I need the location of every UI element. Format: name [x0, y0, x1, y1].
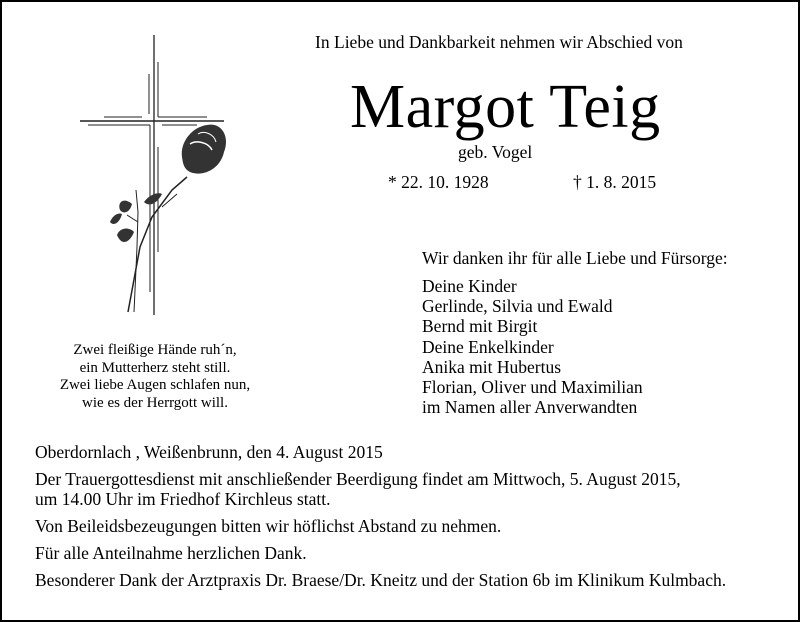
poem — [35, 342, 275, 412]
deceased-name: Margot Teig — [350, 73, 661, 141]
footer-text — [35, 443, 726, 598]
family-line: Deine Kinder — [422, 276, 517, 296]
family-line: Anika mit Hubertus — [422, 356, 562, 377]
intro-line: In Liebe und Dankbarkeit nehmen wir Abschied von — [315, 32, 683, 52]
place-date: Oberdornlach , Weißenbrunn, den 4. August 2015 — [35, 442, 383, 462]
maiden-name: geb. Vogel — [458, 142, 533, 162]
thanks-heading: Wir danken ihr für alle Liebe und Fürsorge: — [422, 248, 728, 268]
family-line: im Namen aller Anverwandten — [422, 397, 638, 418]
cross-with-rose-icon — [62, 22, 262, 322]
service-info — [35, 470, 726, 509]
family-line: Gerlinde, Silvia und Ewald — [422, 296, 613, 317]
family-line: Florian, Oliver und Maximilian — [422, 377, 643, 398]
family-list — [422, 276, 643, 417]
poem-line: wie es der Herrgott will. — [82, 394, 228, 411]
poem-line: Zwei liebe Augen schlafen nun, — [59, 377, 251, 393]
death-date: † 1. 8. 2015 — [573, 172, 657, 192]
condolence-note: Von Beileidsbezeugungen bitten wir höflichst Abstand zu nehmen. — [35, 515, 502, 536]
service-line-2: um 14.00 Uhr im Friedhof Kirchleus statt. — [35, 488, 331, 509]
special-thanks: Besonderer Dank der Arztpraxis Dr. Braese/Dr. Kneitz und der Station 6b im Klinikum Kulmbach. — [35, 569, 727, 590]
poem-line: ein Mutterherz steht still. — [79, 359, 231, 376]
family-line: Deine Enkelkinder — [422, 336, 554, 357]
poem-line: Zwei fleißige Hände ruh´n, — [73, 342, 237, 358]
birth-date: * 22. 10. 1928 — [388, 172, 489, 192]
service-line-1: Der Trauergottesdienst mit anschließender Beerdigung findet am Mittwoch, 5. August 2015, — [35, 469, 681, 489]
family-line: Bernd mit Birgit — [422, 316, 538, 337]
thanks-all: Für alle Anteilnahme herzlichen Dank. — [35, 542, 307, 563]
